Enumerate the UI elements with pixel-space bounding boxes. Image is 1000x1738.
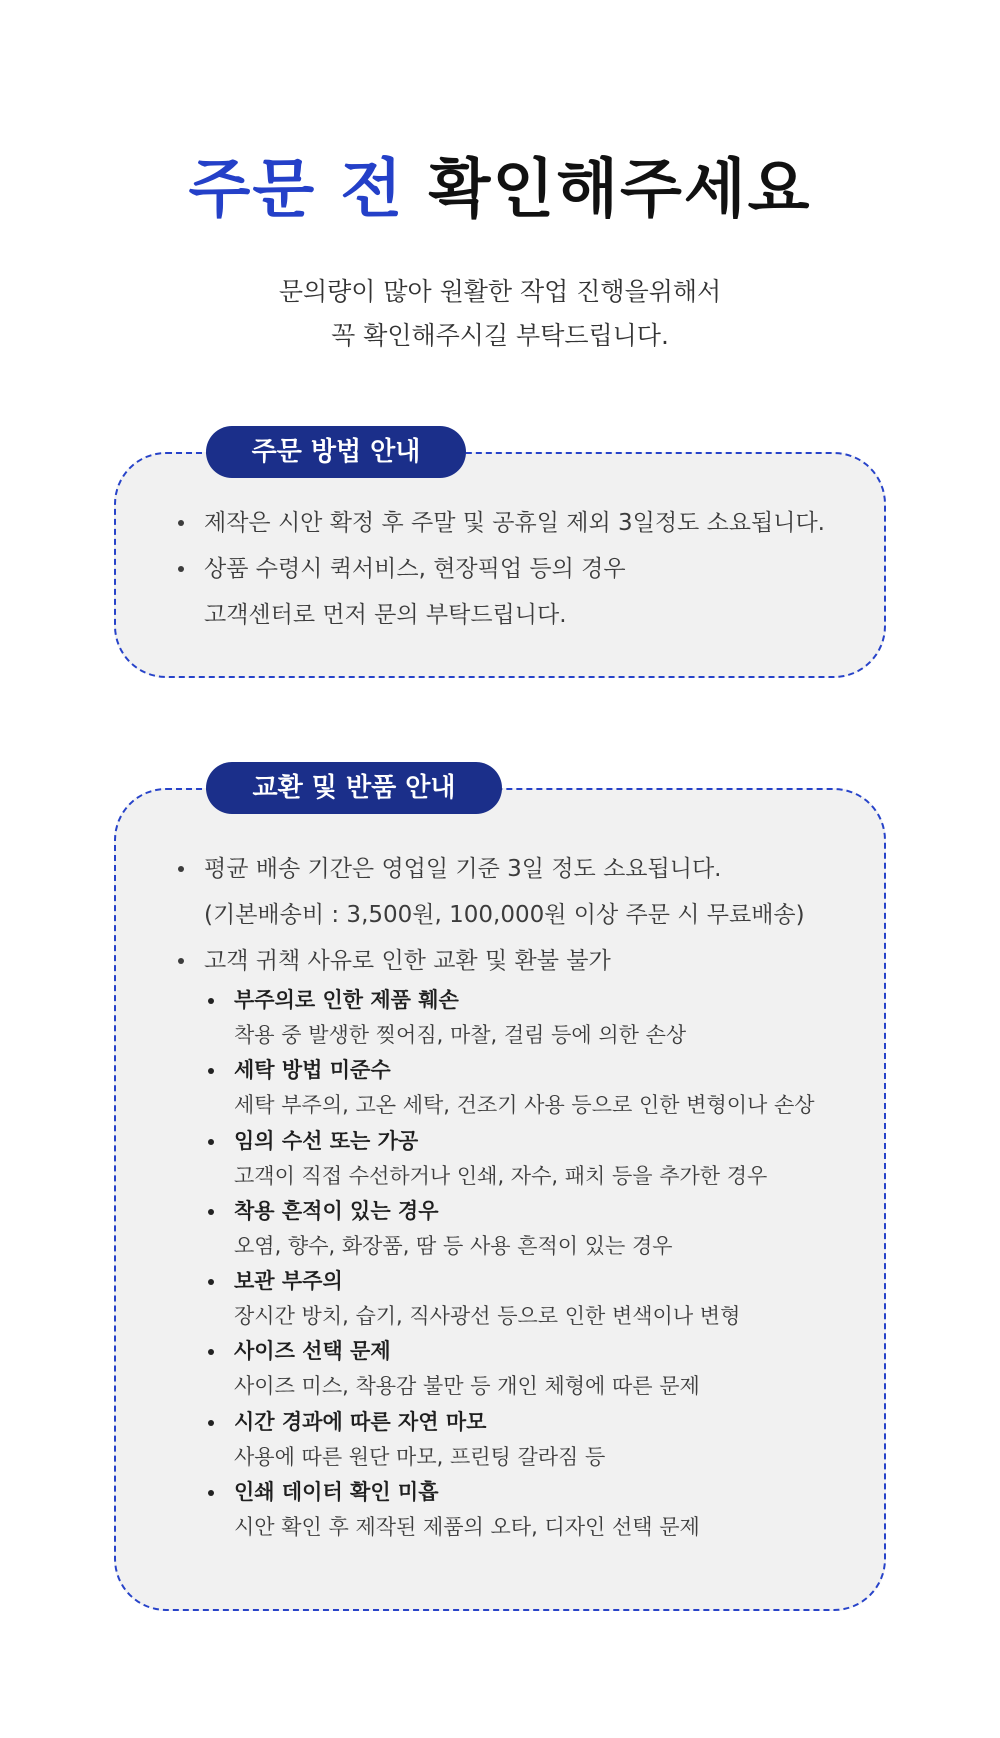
list-item-text: 평균 배송 기간은 영업일 기준 3일 정도 소요됩니다. xyxy=(204,856,722,882)
reason-description: 시안 확인 후 제작된 제품의 오타, 디자인 선택 문제 xyxy=(234,1515,700,1540)
bullet-icon xyxy=(208,1068,214,1074)
reason-item xyxy=(204,1406,815,1476)
bullet-icon xyxy=(208,1420,214,1426)
reason-title: 세탁 방법 미준수 xyxy=(234,1058,391,1083)
subtitle-line-1: 문의량이 많아 원활한 작업 진행을위해서 xyxy=(278,277,722,306)
page-title-rest: 확인해주세요 xyxy=(428,153,812,227)
reason-description: 사이즈 미스, 착용감 불만 등 개인 체형에 따른 문제 xyxy=(234,1374,700,1399)
list-item-text: (기본배송비 : 3,500원, 100,000원 이상 주문 시 무료배송) xyxy=(204,902,805,928)
bullet-icon xyxy=(178,520,184,526)
bullet-icon xyxy=(208,1349,214,1355)
non-refundable-reasons-list xyxy=(204,984,815,1546)
list-item-text: 상품 수령시 퀵서비스, 현장픽업 등의 경우 xyxy=(204,556,626,582)
reason-title: 착용 흔적이 있는 경우 xyxy=(234,1198,439,1223)
reason-item xyxy=(204,1054,815,1124)
page-subtitle xyxy=(0,270,1000,358)
bullet-icon xyxy=(208,1209,214,1215)
order-section-label: 주문 방법 안내 xyxy=(206,426,466,478)
bullet-icon xyxy=(208,1279,214,1285)
return-info-list xyxy=(174,846,805,984)
reason-item xyxy=(204,1125,815,1195)
reason-title: 부주의로 인한 제품 훼손 xyxy=(234,988,459,1012)
reason-title: 시간 경과에 따른 자연 마모 xyxy=(234,1409,487,1434)
page-title xyxy=(0,150,1000,230)
list-item-continuation xyxy=(174,892,805,938)
reason-description: 장시간 방치, 습기, 직사광선 등으로 인한 변색이나 변형 xyxy=(234,1304,741,1329)
bullet-icon xyxy=(208,998,214,1004)
bullet-icon xyxy=(208,1139,214,1145)
reason-description: 세탁 부주의, 고온 세탁, 건조기 사용 등으로 인한 변형이나 손상 xyxy=(234,1093,815,1118)
reason-description: 고객이 직접 수선하거나 인쇄, 자수, 패치 등을 추가한 경우 xyxy=(234,1163,768,1188)
reason-item xyxy=(204,1195,815,1265)
reason-title: 인쇄 데이터 확인 미흡 xyxy=(234,1480,439,1505)
return-section-label: 교환 및 반품 안내 xyxy=(206,762,502,814)
subtitle-line-2: 꼭 확인해주시길 부탁드립니다. xyxy=(331,321,669,350)
list-item xyxy=(174,938,805,984)
list-item-text: 제작은 시안 확정 후 주말 및 공휴일 제외 3일정도 소요됩니다. xyxy=(204,510,825,536)
reason-item xyxy=(204,1476,815,1546)
list-item-text: 고객센터로 먼저 문의 부탁드립니다. xyxy=(204,602,567,628)
bullet-icon xyxy=(208,1490,214,1496)
reason-title: 보관 부주의 xyxy=(234,1269,343,1294)
reason-item xyxy=(204,984,815,1054)
reason-description: 착용 중 발생한 찢어짐, 마찰, 걸림 등에 의한 손상 xyxy=(234,1023,687,1047)
reason-description: 사용에 따른 원단 마모, 프린팅 갈라짐 등 xyxy=(234,1444,606,1469)
bullet-icon xyxy=(178,958,184,964)
reason-title: 임의 수선 또는 가공 xyxy=(234,1128,419,1153)
reason-title: 사이즈 선택 문제 xyxy=(234,1339,391,1364)
page-title-accent: 주문 전 xyxy=(188,153,405,227)
reason-description: 오염, 향수, 화장품, 땀 등 사용 흔적이 있는 경우 xyxy=(234,1233,673,1258)
list-item-continuation xyxy=(174,592,825,638)
reason-item xyxy=(204,1335,815,1405)
list-item xyxy=(174,846,805,892)
order-info-list xyxy=(174,500,825,638)
list-item-text: 고객 귀책 사유로 인한 교환 및 환불 불가 xyxy=(204,948,611,974)
bullet-icon xyxy=(178,866,184,872)
list-item xyxy=(174,546,825,592)
bullet-icon xyxy=(178,566,184,572)
list-item xyxy=(174,500,825,546)
reason-item xyxy=(204,1265,815,1335)
